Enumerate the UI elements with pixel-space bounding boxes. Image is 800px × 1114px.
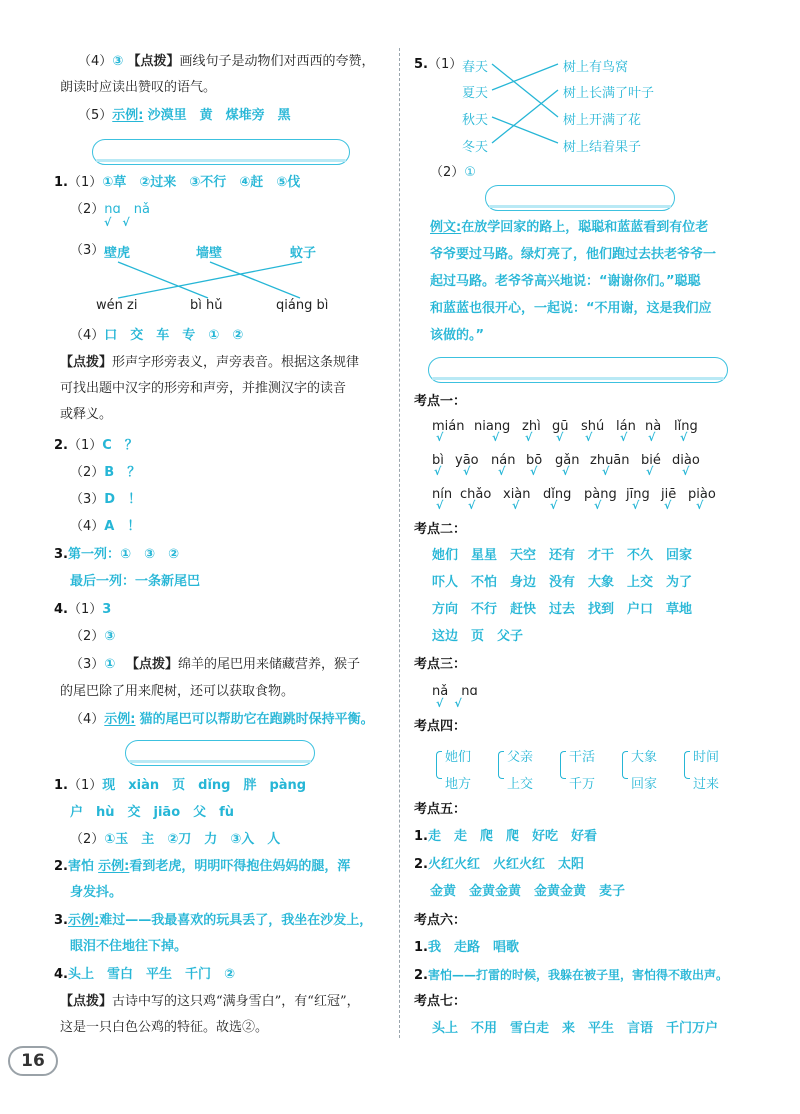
essay-line2: 爷爷要过马路。绿灯亮了，他们跑过去扶老爷爷一 (430, 247, 717, 262)
essay-line3: 起过马路。老爷爷高兴地说：“谢谢你们。”聪聪 (430, 274, 701, 289)
check-mark-icon: √ (620, 431, 628, 444)
kaodian-5-item2-line2: 金黄 金黄金黄 金黄金黄 麦子 (430, 884, 626, 899)
q3-line2: 最后一列：一条新尾巴 (70, 574, 201, 589)
check-mark-icon: √ (436, 499, 444, 512)
check-mark-icon: √ (680, 431, 688, 444)
y3-line1: 3.示例:难过——我最喜欢的玩具丢了，我坐在沙发上， (54, 913, 373, 928)
q5-label: 5.（1） (414, 57, 463, 72)
check-mark-icon: √ (664, 499, 672, 512)
kaodian-5-item2: 2.火红火红 火红火红 太阳 (414, 857, 584, 872)
check-mark-icon: √ (648, 431, 656, 444)
pinyin: bō (526, 453, 543, 468)
y4-tip-line2: 这是一只白色公鸡的特征。故选②。 (60, 1020, 269, 1035)
q4-tip-line2: 的尾巴除了用来爬树，还可以获取食物。 (60, 684, 295, 699)
q1-part4: （4）口 交 车 专 ① ② (70, 328, 244, 343)
check-mark-icon: √ (512, 499, 520, 512)
brace-icon (622, 751, 628, 779)
q3-line1: 3.第一列：① ③ ② (54, 547, 180, 562)
pinyin: mián (432, 419, 465, 434)
brace-icon (436, 751, 442, 779)
kaodian-4-label: 考点四： (414, 719, 467, 734)
pair-word: 上交 (507, 777, 534, 792)
pinyin: xiàn (503, 487, 531, 502)
q1-tip-line2: 可找出题中汉字的形旁和声旁，并推测汉字的读音 (60, 381, 347, 396)
check-mark-icon: √ (562, 465, 570, 478)
y4-tip-line1: 【点拨】古诗中写的这只鸡“满身雪白”，有“红冠”， (60, 994, 360, 1009)
check-mark-icon: √ √ (104, 216, 130, 229)
season-word: 冬天 (462, 140, 489, 155)
check-mark-icon: √ (468, 499, 476, 512)
check-mark-icon: √ (594, 499, 602, 512)
brace-icon (498, 751, 504, 779)
kaodian-2-row: 这边 页 父子 (432, 629, 524, 644)
kaodian-2-row: 吓人 不怕 身边 没有 大象 上交 为了 (432, 575, 693, 590)
pinyin: jīng (626, 487, 650, 502)
pinyin: gū (552, 419, 569, 434)
check-mark-icon: √ (498, 465, 506, 478)
pair-word: 干活 (569, 750, 596, 765)
item-4-line: （4）③ 【点拨】画线句子是动物们对西西的夸赞， (78, 54, 375, 69)
check-mark-icon: √ (682, 465, 690, 478)
y1-part1: 1.（1）现 xiàn 页 dǐng 胖 pàng (54, 778, 307, 793)
y4-line1: 4.头上 雪白 平生 千门 ② (54, 967, 235, 982)
check-mark-icon: √ √ (436, 697, 462, 710)
page-number-badge (8, 1046, 58, 1076)
q1-tip-line3: 或释义。 (60, 407, 113, 422)
pinyin: nán (491, 453, 516, 468)
q1-tip-line1: 【点拨】形声字形旁表义，声旁表音。根据这条规律 (60, 355, 360, 370)
section-banner-picture-writing (485, 185, 675, 211)
kaodian-6-label: 考点六： (414, 913, 467, 928)
pair-word: 父亲 (507, 750, 534, 765)
pinyin: niang (474, 419, 511, 434)
season-word: 春天 (462, 60, 489, 75)
q1-word: 墙壁 (196, 246, 223, 261)
q1-part2: （2）nɑ nǎ (70, 202, 150, 217)
q1-part1: 1.（1）①草 ②过来 ③不行 ④赶 ⑤伐 (54, 175, 301, 190)
kaodian-7-label: 考点七： (414, 994, 467, 1009)
pinyin: jiē (661, 487, 677, 502)
tip-continuation: 朗读时应读出赞叹的语气。 (60, 80, 217, 95)
q1-pinyin: qiáng bì (276, 298, 329, 313)
y3-line2: 眼泪不住地往下掉。 (70, 939, 188, 954)
check-mark-icon: √ (585, 431, 593, 444)
kaodian-2-row: 她们 星星 天空 还有 才干 不久 回家 (432, 548, 693, 563)
pinyin: nà (645, 419, 662, 434)
check-mark-icon: √ (525, 431, 533, 444)
check-mark-icon: √ (696, 499, 704, 512)
tree-phrase: 树上有鸟窝 (563, 60, 629, 75)
q2-row: （2）B ？ (70, 465, 141, 480)
y1-part1-line2: 户 hù 交 jiāo 父 fù (70, 805, 235, 820)
kaodian-2-row: 方向 不行 赶快 过去 找到 户口 草地 (432, 602, 693, 617)
kaodian-3-answer: nǎ nɑ (432, 684, 478, 699)
kaodian-6-item1: 1.我 走路 唱歌 (414, 940, 519, 955)
check-mark-icon: √ (530, 465, 538, 478)
pinyin: chǎo (460, 487, 492, 502)
check-mark-icon: √ (646, 465, 654, 478)
q1-matching-lines (0, 0, 400, 320)
q2-row: 2.（1）C ？ (54, 438, 138, 453)
pinyin: lǐng (674, 419, 698, 434)
y2-line2: 身发抖。 (70, 885, 123, 900)
y2-line1: 2.害怕 示例:看到老虎，明明吓得抱住妈妈的腿，浑 (54, 859, 351, 874)
q5-part2: （2）① (430, 165, 476, 180)
kaodian-6-item2: 2.害怕——打雷的时候，我躲在被子里，害怕得不敢出声。 (414, 968, 728, 983)
kaodian-1-label: 考点一： (414, 394, 467, 409)
check-mark-icon: √ (434, 465, 442, 478)
q2-row: （4）A ！ (70, 519, 141, 534)
q4-part3: （3）① 【点拨】绵羊的尾巴用来储藏营养，猴子 (70, 657, 360, 672)
pinyin: yāo (455, 453, 479, 468)
section-banner-unit-review (428, 357, 728, 383)
item-5-line: （5）示例: 沙漠里 黄 煤堆旁 黑 (78, 108, 291, 123)
kaodian-7-answer: 头上 不用 雪白走 来 平生 言语 千门万户 (432, 1021, 719, 1036)
q1-word: 蚊子 (290, 246, 317, 261)
check-mark-icon: √ (556, 431, 564, 444)
pinyin: pàng (584, 487, 617, 502)
pair-word: 回家 (631, 777, 658, 792)
pinyin: piào (688, 487, 716, 502)
check-mark-icon: √ (492, 431, 500, 444)
season-word: 夏天 (462, 86, 489, 101)
essay-line5: 该做的。” (430, 328, 485, 343)
tree-phrase: 树上开满了花 (563, 113, 642, 128)
essay-line1: 例文:在放学回家的路上，聪聪和蓝蓝看到有位老 (430, 220, 709, 235)
pair-word: 她们 (445, 750, 472, 765)
pair-word: 地方 (445, 777, 472, 792)
pinyin: lán (616, 419, 636, 434)
pinyin: bì (432, 453, 444, 468)
kaodian-5-label: 考点五： (414, 802, 467, 817)
check-mark-icon: √ (436, 431, 444, 444)
brace-icon (560, 751, 566, 779)
tree-phrase: 树上结着果子 (563, 140, 642, 155)
pinyin: gǎn (555, 453, 580, 468)
check-mark-icon: √ (550, 499, 558, 512)
q4-part2: （2）③ (70, 629, 116, 644)
pinyin: dǐng (543, 487, 572, 502)
q1-word: 壁虎 (104, 246, 131, 261)
pair-word: 大象 (631, 750, 658, 765)
brace-icon (684, 751, 690, 779)
kaodian-5-item1: 1.走 走 爬 爬 好吃 好看 (414, 829, 597, 844)
q5-matching-lines (400, 40, 600, 160)
q1-pinyin: wén zi (96, 298, 138, 313)
pinyin: diào (672, 453, 700, 468)
essay-line4: 和蓝蓝也很开心，一起说：“不用谢，这是我们应 (430, 301, 712, 316)
check-mark-icon: √ (463, 465, 471, 478)
pair-word: 时间 (693, 750, 720, 765)
q2-row: （3）D ！ (70, 492, 142, 507)
q1-part3-label: （3） (70, 243, 105, 258)
pinyin: zhì (522, 419, 541, 434)
kaodian-2-label: 考点二： (414, 522, 467, 537)
pinyin: zhuān (590, 453, 630, 468)
check-mark-icon: √ (632, 499, 640, 512)
y1-part2: （2）①玉 主 ②刀 力 ③入 人 (70, 832, 281, 847)
q4-part4: （4）示例: 猫的尾巴可以帮助它在跑跳时保持平衡。 (70, 712, 374, 727)
kaodian-3-label: 考点三： (414, 657, 467, 672)
pinyin: nín (432, 487, 453, 502)
season-word: 秋天 (462, 113, 489, 128)
q4-part1: 4.（1）3 (54, 602, 112, 617)
pinyin: bié (641, 453, 661, 468)
page-number: 16 (21, 1051, 45, 1071)
q1-pinyin: bì hǔ (190, 298, 223, 313)
tree-phrase: 树上长满了叶子 (563, 86, 655, 101)
pinyin: shú (581, 419, 605, 434)
section-banner-yuwen-yuandi (125, 740, 315, 766)
check-mark-icon: √ (602, 465, 610, 478)
pair-word: 千万 (569, 777, 596, 792)
pair-word: 过来 (693, 777, 720, 792)
